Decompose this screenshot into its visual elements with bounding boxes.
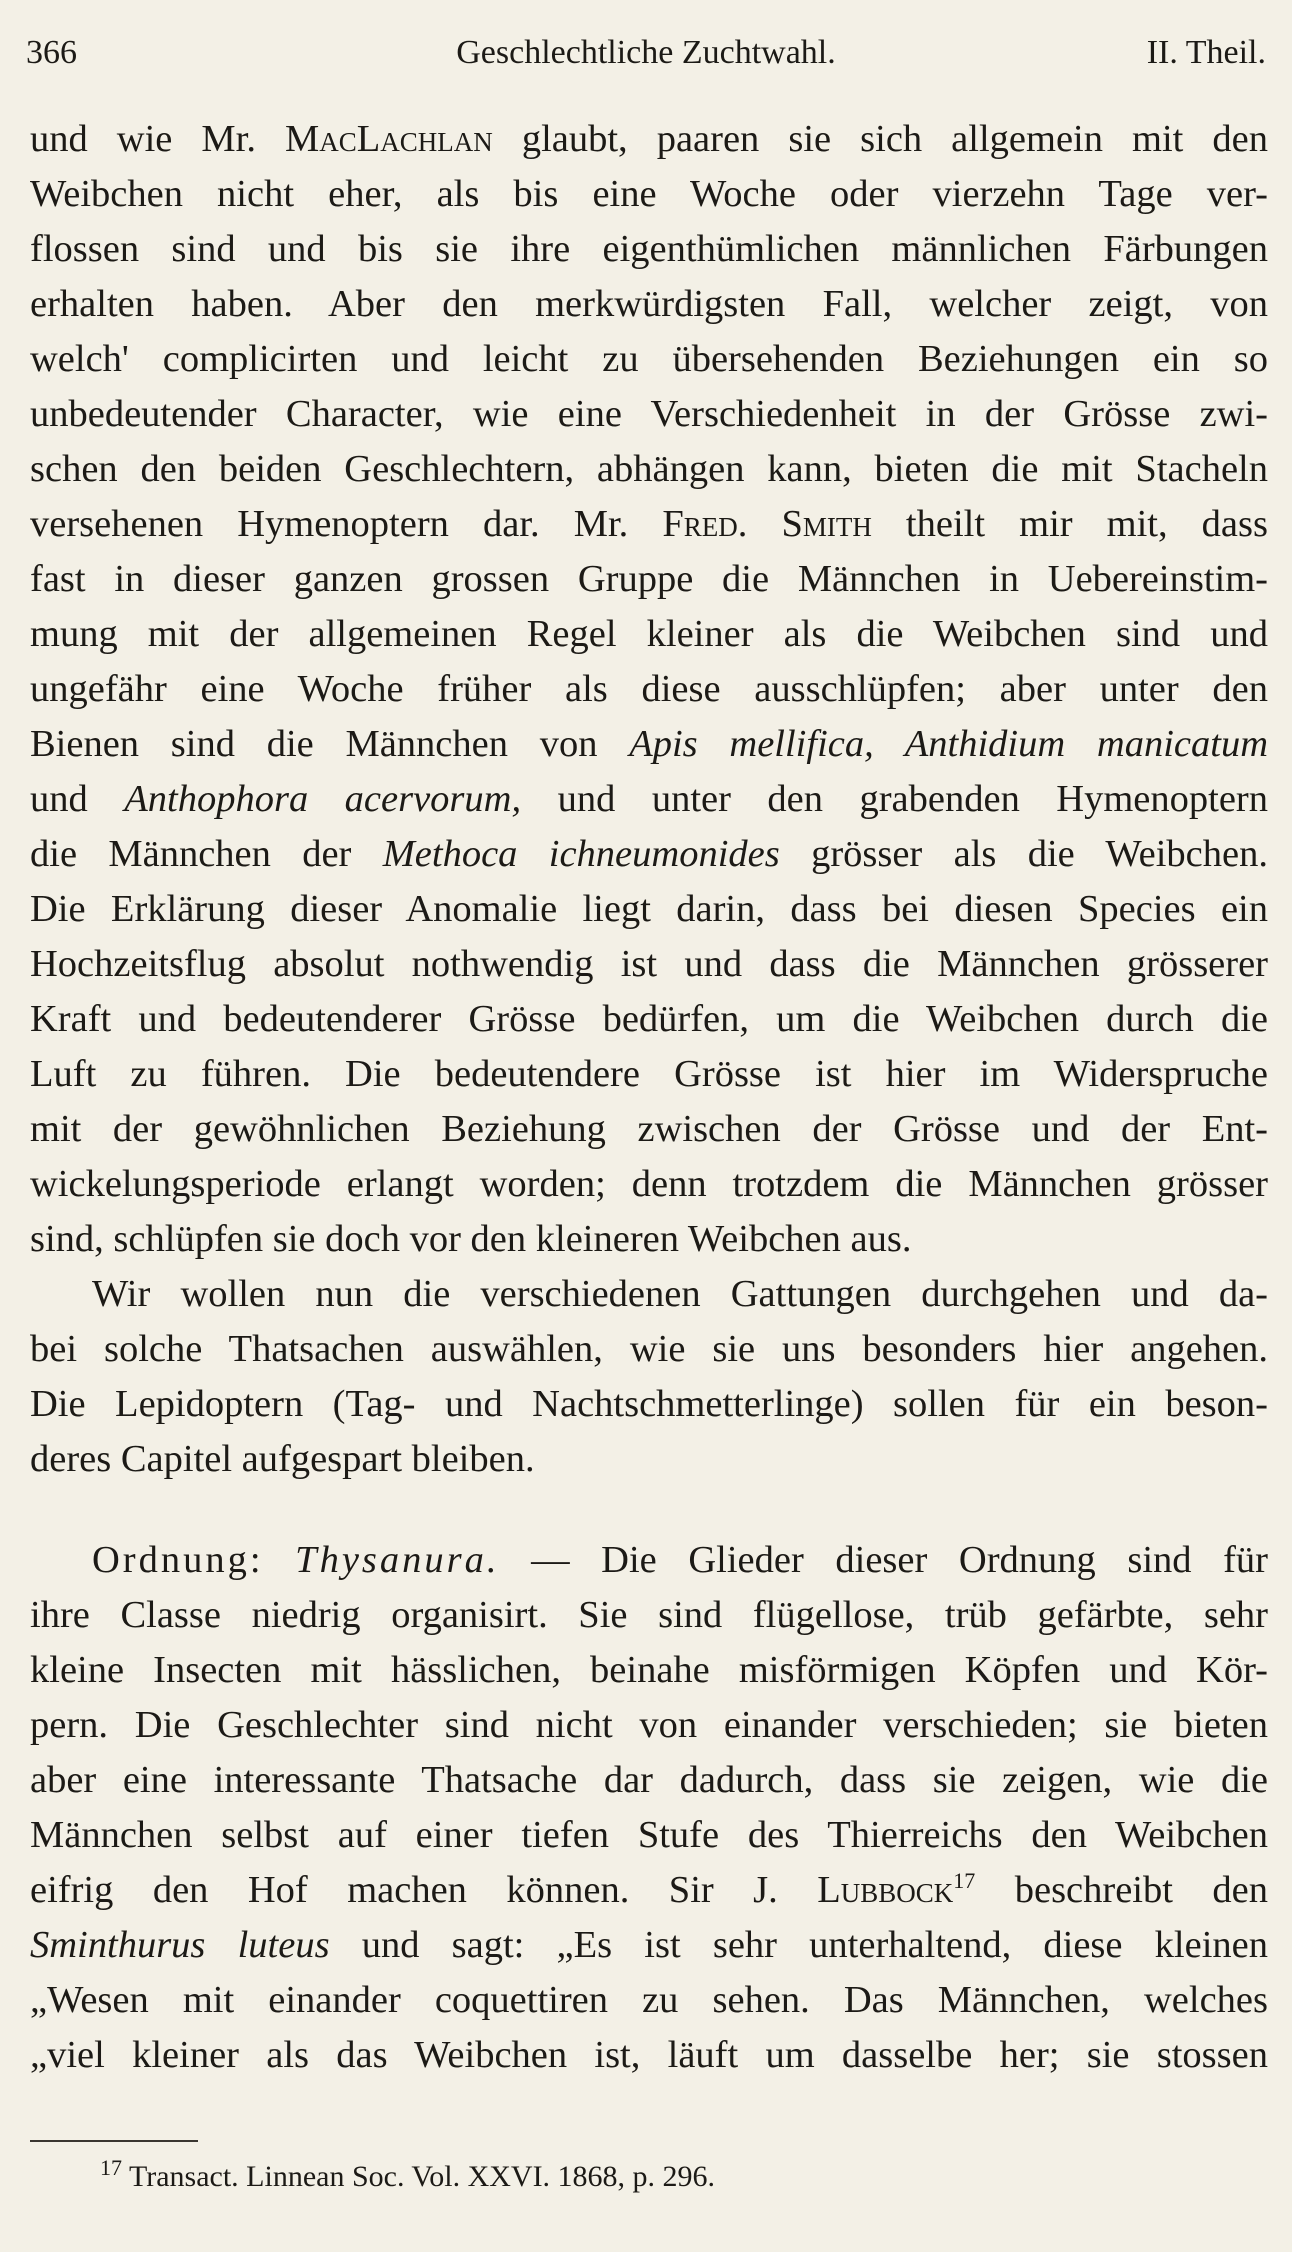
text-line: mit der gewöhnlichen Beziehung zwischen der Grösse und der Ent- xyxy=(30,1108,1268,1150)
text-line: eifrig den Hof machen können. Sir J. Lubbock$^{17}$ beschreibt den xyxy=(30,1868,1268,1911)
footnote-text: Transact. Linnean Soc. Vol. XXVI. 1868, p. 296. xyxy=(128,2160,716,2193)
text-line: versehenen Hymenoptern dar. Mr. Fred. Smith theilt mir mit, dass xyxy=(30,503,1268,545)
text-line: die Männchen der Methoca ichneumonides grösser als die Weibchen. xyxy=(30,833,1268,875)
text-line: wickelungsperiode erlangt worden; denn trotzdem die Männchen grösser xyxy=(30,1163,1268,1205)
text-line: und Anthophora acervorum, und unter den grabenden Hymenoptern xyxy=(30,778,1268,820)
text-line: Luft zu führen. Die bedeutendere Grösse ist hier im Widerspruche xyxy=(30,1053,1268,1095)
text-line: Bienen sind die Männchen von Apis mellifica, Anthidium manicatum xyxy=(30,723,1268,765)
text-line: Männchen selbst auf einer tiefen Stufe des Thierreichs den Weibchen xyxy=(30,1814,1268,1856)
order-name: Thysanura. xyxy=(295,1539,500,1581)
text-line: flossen sind und bis sie ihre eigenthümlichen männlichen Färbungen xyxy=(30,228,1268,270)
section-gap xyxy=(30,1487,1268,1533)
author-name: Lubbock xyxy=(817,1869,954,1911)
text-line: Sminthurus luteus und sagt: „Es ist sehr unterhaltend, diese kleinen xyxy=(30,1924,1268,1966)
footnote-rule xyxy=(30,2140,198,2142)
text-line: „Wesen mit einander coquettiren zu sehen. Das Männchen, welches xyxy=(30,1979,1268,2021)
text-line: Wir wollen nun die verschiedenen Gattungen durchgehen und da- xyxy=(92,1273,1268,1315)
text-line: Kraft und bedeutenderer Grösse bedürfen, um die Weibchen durch die xyxy=(30,998,1268,1040)
text-line: mung mit der allgemeinen Regel kleiner als die Weibchen sind und xyxy=(30,613,1268,655)
text-line: erhalten haben. Aber den merkwürdigsten Fall, welcher zeigt, von xyxy=(30,283,1268,325)
page-number: 366 xyxy=(26,34,77,71)
text-line: pern. Die Geschlechter sind nicht von einander verschieden; sie bieten xyxy=(30,1704,1268,1746)
running-title: Geschlechtliche Zuchtwahl. xyxy=(456,34,836,71)
text-line: aber eine interessante Thatsache dar dadurch, dass sie zeigen, wie die xyxy=(30,1759,1268,1801)
text-line: Die Erklärung dieser Anomalie liegt darin, dass bei diesen Species ein xyxy=(30,888,1268,930)
part-label: II. Theil. xyxy=(1146,34,1266,71)
text-line: „viel kleiner als das Weibchen ist, läuft um dasselbe her; sie stossen xyxy=(30,2034,1268,2076)
text-line: Hochzeitsflug absolut nothwendig ist und dass die Männchen grösserer xyxy=(30,943,1268,985)
species-name: Apis mellifica, Anthidium manicatum xyxy=(629,723,1268,765)
author-name: Fred. Smith xyxy=(662,503,872,545)
body-text xyxy=(30,112,1268,2083)
text-line: kleine Insecten mit hässlichen, beinahe misförmigen Köpfen und Kör- xyxy=(30,1649,1268,1691)
species-name: Sminthurus luteus xyxy=(30,1924,330,1966)
text-line: deres Capitel aufgespart bleiben. xyxy=(30,1438,535,1480)
species-name: Methoca ichneumonides xyxy=(382,833,780,875)
footnote xyxy=(100,2155,715,2199)
text-line: sind, schlüpfen sie doch vor den kleineren Weibchen aus. xyxy=(30,1218,912,1260)
species-name: Anthophora acervorum, xyxy=(124,778,522,820)
text-line: schen den beiden Geschlechtern, abhängen kann, bieten die mit Stacheln xyxy=(30,448,1268,490)
text-line: bei solche Thatsachen auswählen, wie sie uns besonders hier angehen. xyxy=(30,1328,1268,1370)
author-name: MacLachlan xyxy=(285,118,493,160)
text-line: Weibchen nicht eher, als bis eine Woche oder vierzehn Tage ver- xyxy=(30,173,1268,215)
text-line: ihre Classe niedrig organisirt. Sie sind flügellose, trüb gefärbte, sehr xyxy=(30,1594,1268,1636)
text-line: fast in dieser ganzen grossen Gruppe die Männchen in Uebereinstim- xyxy=(30,558,1268,600)
text-line: und wie Mr. MacLachlan glaubt, paaren sie sich allgemein mit den xyxy=(30,118,1268,160)
running-head xyxy=(26,28,1266,78)
text-line: Die Lepidoptern (Tag- und Nachtschmetterlinge) sollen für ein beson- xyxy=(30,1383,1268,1425)
text-line: welch' complicirten und leicht zu übersehenden Beziehungen ein so xyxy=(30,338,1268,380)
text-line: ungefähr eine Woche früher als diese ausschlüpfen; aber unter den xyxy=(30,668,1268,710)
footnote-reference: 17 xyxy=(953,1868,976,1894)
text-line: unbedeutender Character, wie eine Verschiedenheit in der Grösse zwi- xyxy=(30,393,1268,435)
footnote-marker: 17 xyxy=(100,2155,122,2180)
order-label: Ordnung: xyxy=(92,1539,264,1581)
section-heading-line: Ordnung: Thysanura. — Die Glieder dieser Ordnung sind für xyxy=(92,1539,1269,1581)
